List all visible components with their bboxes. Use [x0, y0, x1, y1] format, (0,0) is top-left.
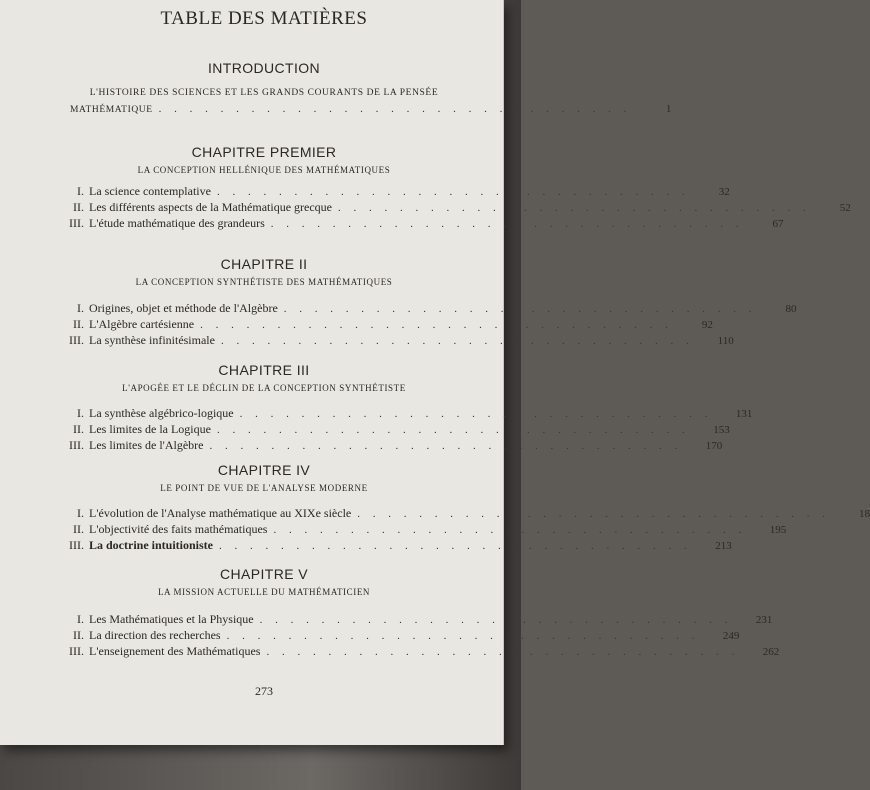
introduction-section: [58, 60, 672, 117]
toc-entry: [58, 643, 780, 659]
entry-numeral: I.: [77, 184, 84, 198]
chapter-heading: CHAPITRE III: [218, 362, 310, 378]
entry-page-number: 153: [713, 424, 730, 436]
entry-label: La science contemplative: [89, 184, 211, 198]
page-content: [58, 0, 870, 745]
entry-page-number: 110: [717, 335, 734, 347]
entry-label: Origines, objet et méthode de l'Algèbre: [89, 301, 278, 315]
entry-label: La doctrine intuitioniste: [89, 538, 214, 552]
toc-entry: [58, 627, 740, 643]
entry-label: La synthèse algébrico-logique: [89, 406, 234, 420]
introduction-heading: INTRODUCTION: [207, 60, 321, 76]
entry-numeral: II.: [73, 200, 84, 214]
page-folio-number: 273: [255, 684, 273, 698]
introduction-text-line2: MATHÉMATIQUE: [70, 105, 153, 115]
chapter-4-section: [58, 462, 870, 553]
entry-numeral: III.: [69, 538, 84, 552]
entry-page-number: 213: [715, 540, 732, 552]
entry-label: L'objectivité des faits mathématiques: [89, 522, 268, 536]
entry-label: Les limites de la Logique: [89, 422, 211, 436]
entry-numeral: III.: [69, 333, 84, 347]
entry-label: Les limites de l'Algèbre: [89, 438, 204, 452]
dot-leader: . . . . . . . . . . . . . . . . . . . . . . . . . . . . . . .: [226, 630, 700, 642]
entry-page-number: 52: [839, 202, 851, 214]
entry-label: L'étude mathématique des grandeurs: [89, 216, 265, 230]
chapter-entries: [58, 300, 797, 348]
entry-page-number: 67: [772, 218, 784, 230]
entry-page-number: 92: [701, 319, 713, 331]
chapter-entries: [58, 611, 780, 659]
entry-page-number: 18: [859, 508, 870, 520]
entry-label: L'évolution de l'Analyse mathématique au XIXe siècle: [89, 506, 352, 520]
entry-label: Les Mathématiques et la Physique: [89, 612, 254, 626]
toc-entry: [58, 316, 713, 332]
toc-entry: [58, 332, 734, 348]
entry-label: La direction des recherches: [89, 628, 221, 642]
chapter-subtitle: L'APOGÉE ET LE DÉCLIN DE LA CONCEPTION SYNTHÉTISTE: [122, 383, 406, 393]
dot-leader: . . . . . . . . . . . . . . . . . . . . . . . . . . . . . . .: [273, 524, 747, 536]
entry-numeral: II.: [73, 422, 84, 436]
chapter-2-section: [58, 256, 797, 348]
introduction-text-line1: L'HISTOIRE DES SCIENCES ET LES GRANDS COURANTS DE LA PENSÉE: [89, 88, 439, 98]
entry-page-number: 32: [718, 186, 730, 198]
chapter-heading: CHAPITRE II: [220, 256, 308, 272]
chapter-3-section: [58, 362, 753, 453]
toc-entry: [58, 183, 730, 199]
chapter-entries: [58, 405, 753, 453]
chapter-subtitle: LA CONCEPTION SYNTHÉTISTE DES MATHÉMATIQUES: [135, 277, 393, 287]
chapter-subtitle: LE POINT DE VUE DE L'ANALYSE MODERNE: [160, 483, 368, 493]
toc-entry: [58, 421, 730, 437]
toc-entry: [58, 611, 773, 627]
dot-leader: . . . . . . . . . . . . . . . . . . . . . . . . . . . . . . .: [216, 186, 690, 198]
chapter-subtitle: LA MISSION ACTUELLE DU MATHÉMATICIEN: [157, 587, 371, 597]
dot-leader: . . . . . . . . . . . . . . . . . . . . . . . . . . . . . . .: [200, 319, 673, 331]
toc-entry: [58, 505, 870, 521]
dot-leader: . . . . . . . . . . . . . . . . . . . . . . . . . . . . . . .: [209, 440, 683, 452]
dot-leader: . . . . . . . . . . . . . . . . . . . . . . . . . . . . . . .: [259, 614, 733, 626]
dot-leader: . . . . . . . . . . . . . . . . . . . . . . . . . . . . . . .: [357, 508, 830, 520]
entry-page-number: 262: [762, 646, 780, 658]
toc-entry: [58, 521, 787, 537]
chapter-entries: [58, 183, 851, 231]
chapter-entries: [58, 505, 870, 553]
entry-label: La synthèse infinitésimale: [89, 333, 215, 347]
toc-entry: [58, 437, 723, 453]
entry-page-number: 195: [769, 524, 787, 536]
dot-leader: . . . . . . . . . . . . . . . . . . . . . . . . . . . . . . .: [270, 218, 744, 230]
entry-numeral: II.: [73, 628, 84, 642]
dot-leader: . . . . . . . . . . . . . . . . . . . . . . . . . . . . . . .: [283, 303, 757, 315]
entry-page-number: 131: [735, 408, 753, 420]
entry-page-number: 249: [722, 630, 740, 642]
chapter-heading: CHAPITRE V: [219, 566, 308, 582]
entry-numeral: III.: [69, 644, 84, 658]
entry-numeral: I.: [77, 406, 84, 420]
introduction-entry: [58, 85, 672, 117]
toc-entry: [58, 199, 851, 215]
dot-leader: . . . . . . . . . . . . . . . . . . . . . . . . . . . . . . .: [219, 540, 692, 552]
entry-numeral: I.: [77, 506, 84, 520]
dot-leader: . . . . . . . . . . . . . . . . . . . . . . . . . . . . . . .: [158, 103, 632, 115]
entry-numeral: I.: [77, 612, 84, 626]
dot-leader: . . . . . . . . . . . . . . . . . . . . . . . . . . . . . . .: [220, 335, 694, 347]
entry-numeral: I.: [77, 301, 84, 315]
chapter-heading: CHAPITRE PREMIER: [191, 144, 337, 160]
entry-label: Les différents aspects de la Mathématique grecque: [89, 200, 333, 214]
entry-page-number: 231: [755, 614, 773, 626]
chapter-subtitle: LA CONCEPTION HELLÉNIQUE DES MATHÉMATIQUES: [137, 165, 391, 175]
dot-leader: . . . . . . . . . . . . . . . . . . . . . . . . . . . . . . .: [239, 408, 713, 420]
toc-entry: [58, 405, 753, 421]
toc-entry: [58, 215, 784, 231]
toc-entry: [58, 300, 797, 316]
page-title: TABLE DES MATIÈRES: [160, 8, 368, 29]
chapter-1-section: [58, 144, 851, 231]
dot-leader: . . . . . . . . . . . . . . . . . . . . . . . . . . . . . . .: [266, 646, 740, 658]
entry-numeral: II.: [73, 522, 84, 536]
dot-leader: . . . . . . . . . . . . . . . . . . . . . . . . . . . . . . .: [216, 424, 690, 436]
introduction-entry-row: [58, 101, 672, 117]
toc-entry: [58, 537, 732, 553]
entry-numeral: III.: [69, 216, 84, 230]
entry-numeral: III.: [69, 438, 84, 452]
entry-page-number: 1: [665, 103, 672, 115]
entry-page-number: 170: [705, 440, 723, 452]
entry-page-number: 80: [785, 303, 797, 315]
entry-label: L'Algèbre cartésienne: [89, 317, 195, 331]
entry-label: L'enseignement des Mathématiques: [89, 644, 261, 658]
chapter-heading: CHAPITRE IV: [217, 462, 311, 478]
dot-leader: . . . . . . . . . . . . . . . . . . . . . . . . . . . . . . .: [338, 202, 811, 214]
chapter-5-section: [58, 566, 780, 659]
entry-numeral: II.: [73, 317, 84, 331]
